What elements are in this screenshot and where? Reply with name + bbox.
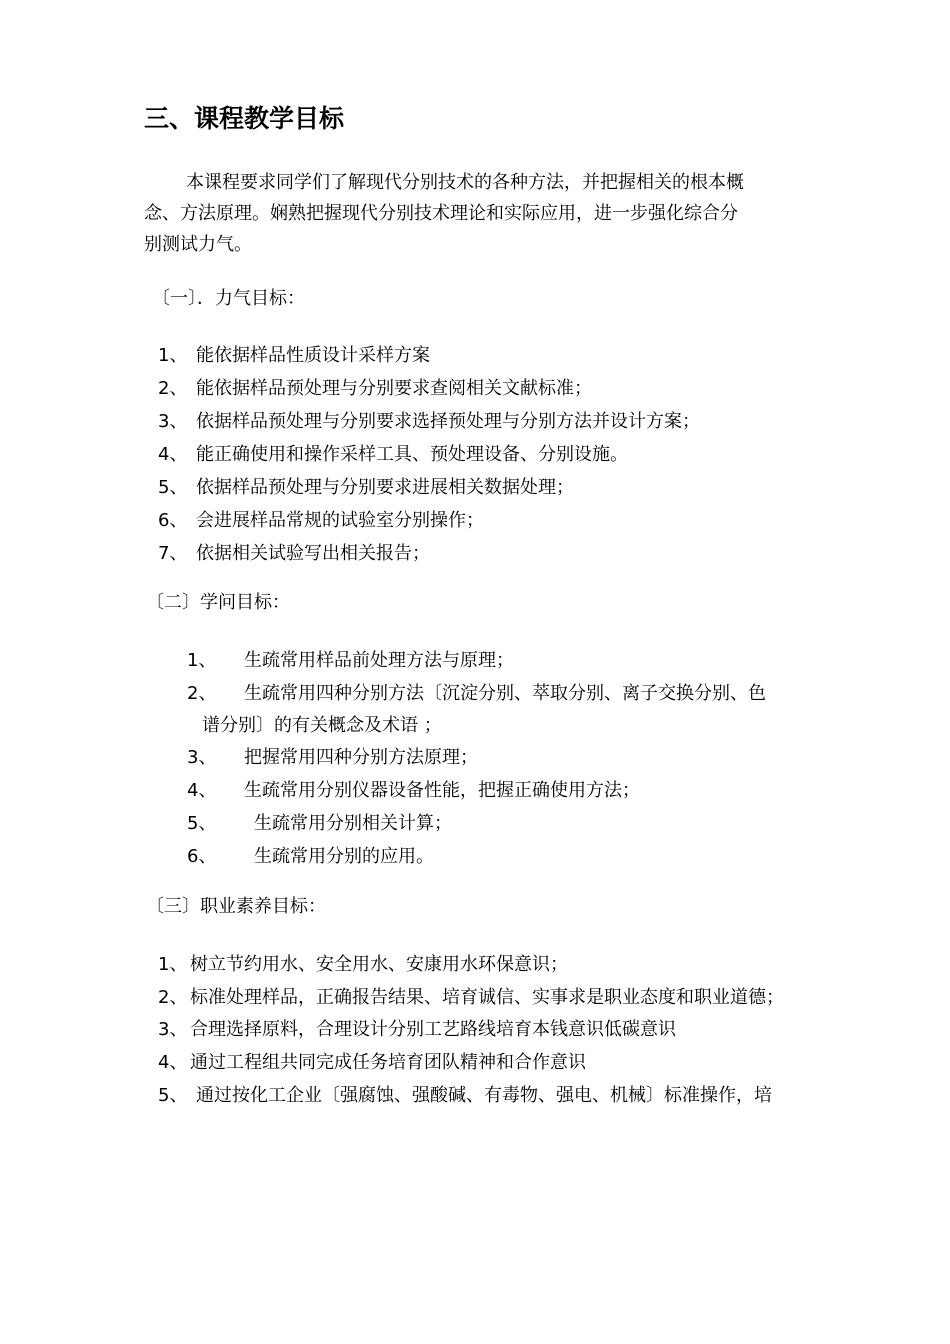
list-number: 5、 [187, 813, 217, 834]
list-item [158, 343, 430, 369]
intro-line-3: 别测试力气。 [144, 234, 252, 255]
list-item [158, 1083, 772, 1109]
list-text: 会进展样品常规的试验室分别操作； [196, 510, 484, 531]
list-number: 1、 [158, 345, 188, 366]
list-item [187, 844, 434, 870]
list-item [158, 1017, 676, 1043]
list-number: 2、 [158, 378, 188, 399]
list-item [187, 811, 452, 837]
list-number: 5、 [158, 1085, 188, 1106]
list-item [158, 508, 484, 534]
list-item [158, 541, 430, 567]
list-number: 5、 [158, 477, 188, 498]
intro-line-2: 念、方法原理。娴熟把握现代分别技术理论和实际应用，进一步强化综合分 [144, 203, 738, 224]
list-item [158, 442, 628, 468]
list-text: 依据样品预处理与分别要求进展相关数据处理； [196, 477, 574, 498]
list-number: 3、 [158, 1019, 188, 1040]
list-text: 通过按化工企业〔强腐蚀、强酸碱、有毒物、强电、机械〕标准操作，培 [196, 1085, 772, 1106]
section2-title: 〔二〕学问目标： [146, 592, 290, 613]
section3-title: 〔三〕职业素养目标： [146, 896, 326, 917]
list-text: 生疏常用样品前处理方法与原理； [244, 650, 514, 671]
list-number: 3、 [187, 747, 217, 768]
list-item [187, 778, 640, 804]
list-number: 6、 [187, 846, 217, 867]
list-item [187, 745, 478, 771]
list-item-continuation: 谱分别〕的有关概念及术语 ； [202, 715, 442, 736]
list-item [158, 376, 592, 402]
list-number: 1、 [158, 954, 188, 975]
list-text: 通过工程组共同完成任务培育团队精神和合作意识 [190, 1052, 586, 1073]
list-text: 生疏常用四种分别方法〔沉淀分别、萃取分别、离子交换分别、色 [244, 683, 766, 704]
list-text: 标准处理样品，正确报告结果、培育诚信、实事求是职业态度和职业道德； [190, 987, 784, 1008]
list-item [158, 985, 784, 1011]
list-number: 3、 [158, 411, 188, 432]
list-text: 依据样品预处理与分别要求选择预处理与分别方法并设计方案； [196, 411, 700, 432]
list-number: 7、 [158, 543, 188, 564]
list-text: 能依据样品性质设计采样方案 [196, 345, 430, 366]
list-item [158, 952, 568, 978]
list-number: 6、 [158, 510, 188, 531]
list-number: 4、 [158, 1052, 188, 1073]
list-number: 1、 [187, 650, 217, 671]
list-text: 把握常用四种分别方法原理； [244, 747, 478, 768]
list-text: 生疏常用分别相关计算； [254, 813, 452, 834]
list-item [158, 409, 700, 435]
list-text: 能依据样品预处理与分别要求查阅相关文献标准； [196, 378, 592, 399]
list-number: 2、 [187, 683, 217, 704]
section-heading: 三、课程教学目标 [144, 104, 345, 133]
list-text: 树立节约用水、安全用水、安康用水环保意识； [190, 954, 568, 975]
list-text: 依据相关试验写出相关报告； [196, 543, 430, 564]
list-item [187, 681, 766, 707]
list-text: 生疏常用分别的应用。 [254, 846, 434, 867]
list-number: 4、 [187, 780, 217, 801]
list-text: 生疏常用分别仪器设备性能，把握正确使用方法； [244, 780, 640, 801]
list-number: 4、 [158, 444, 188, 465]
list-item [158, 475, 574, 501]
list-number: 2、 [158, 987, 188, 1008]
section1-title: 〔一〕．力气目标： [152, 288, 305, 309]
list-item [187, 648, 514, 674]
list-item [158, 1050, 586, 1076]
list-text: 合理选择原料，合理设计分别工艺路线培育本钱意识低碳意识 [190, 1019, 676, 1040]
list-text: 能正确使用和操作采样工具、预处理设备、分别设施。 [196, 444, 628, 465]
intro-line-1: 本课程要求同学们了解现代分别技术的各种方法，并把握相关的根本概 [186, 172, 744, 193]
